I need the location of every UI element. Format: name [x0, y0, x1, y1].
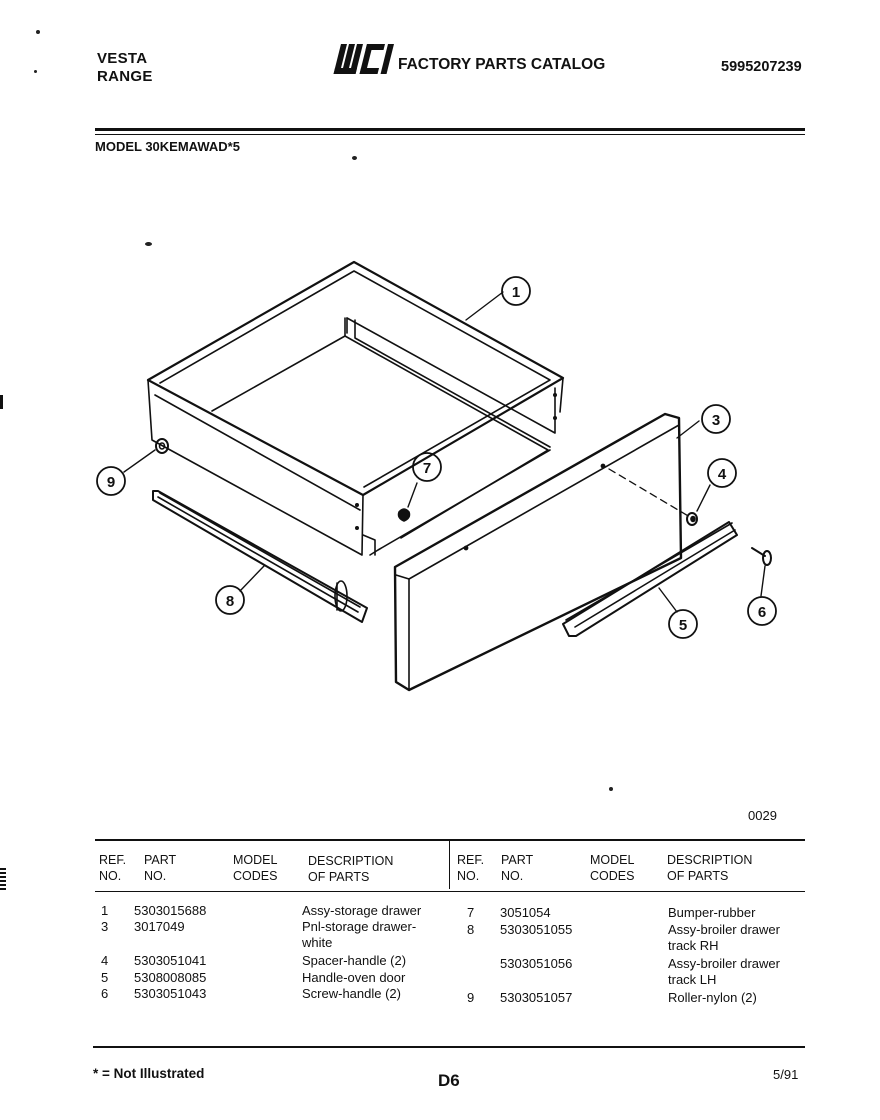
header-description-left: DESCRIPTION OF PARTS [308, 854, 394, 884]
scan-edge-mark [0, 868, 6, 892]
page-code: D6 [438, 1071, 460, 1090]
header-part-no-left: PART NO. [144, 853, 177, 883]
part-description: Bumper-rubber [668, 905, 756, 920]
ref-no: 1 [101, 903, 109, 918]
oven-door-handle-illustration [563, 522, 737, 636]
ref-no: 4 [101, 953, 109, 968]
drawer-track-illustration [153, 491, 367, 622]
header-description-right: DESCRIPTION OF PARTS [667, 853, 753, 883]
part-description: Spacer-handle (2) [302, 953, 407, 968]
footer-rule [93, 1046, 805, 1048]
part-no: 5303015688 [134, 903, 207, 918]
callout-6: 6 [757, 604, 767, 621]
ref-no: 3 [101, 919, 109, 934]
callout-1: 1 [511, 284, 521, 301]
part-description: Handle-oven door [302, 970, 406, 985]
ref-no: 9 [467, 990, 475, 1005]
part-no: 5303051041 [134, 953, 207, 968]
part-no: 3017049 [134, 919, 185, 934]
part-description: Assy-broiler drawer track RH [668, 922, 780, 953]
ref-no: 6 [101, 986, 109, 1001]
part-no: 3051054 [500, 905, 551, 920]
header-model-codes-left: MODEL CODES [233, 853, 278, 883]
table-top-rule [95, 839, 805, 841]
table-header-rule [95, 891, 805, 892]
model-line: MODEL 30KEMAWAD*5 [95, 139, 240, 154]
brand-line-1: VESTA [97, 50, 148, 67]
storage-drawer-illustration [148, 262, 563, 555]
part-no: 5303051043 [134, 986, 207, 1001]
callout-5: 5 [678, 617, 688, 634]
handle-screw-illustration [752, 548, 771, 565]
header-model-codes-right: MODEL CODES [590, 853, 635, 883]
part-no: 5308008085 [134, 970, 207, 985]
catalog-date: 5/91 [773, 1067, 799, 1082]
not-illustrated-note: * = Not Illustrated [93, 1066, 205, 1081]
part-description: Assy-storage drawer [302, 903, 422, 918]
part-description: Assy-broiler drawer track LH [668, 956, 780, 987]
part-description: Screw-handle (2) [302, 986, 401, 1001]
table-center-divider [449, 841, 450, 889]
handle-spacer-illustration [687, 513, 697, 525]
catalog-number: 5995207239 [721, 59, 802, 75]
scan-edge-mark [0, 395, 3, 409]
part-no: 5303051056 [500, 956, 573, 971]
callout-9: 9 [106, 474, 116, 491]
callout-3: 3 [711, 412, 721, 429]
header-part-no-right: PART NO. [501, 853, 534, 883]
header-ref-no-left: REF. NO. [99, 853, 127, 883]
part-no: 5303051055 [500, 922, 573, 937]
ref-no: 5 [101, 970, 109, 985]
callout-7: 7 [422, 460, 432, 477]
header-ref-no-right: REF. NO. [457, 853, 485, 883]
part-no: 5303051057 [500, 990, 573, 1005]
ref-no: 7 [467, 905, 475, 920]
figure-code: 0029 [748, 808, 777, 823]
callout-8: 8 [225, 593, 235, 610]
catalog-title: FACTORY PARTS CATALOG [398, 56, 606, 73]
part-description: Pnl-storage drawer- white [302, 919, 417, 950]
brand-line-2: RANGE [97, 68, 153, 85]
part-description: Roller-nylon (2) [668, 990, 757, 1005]
callout-4: 4 [717, 466, 727, 483]
ref-no: 8 [467, 922, 475, 937]
